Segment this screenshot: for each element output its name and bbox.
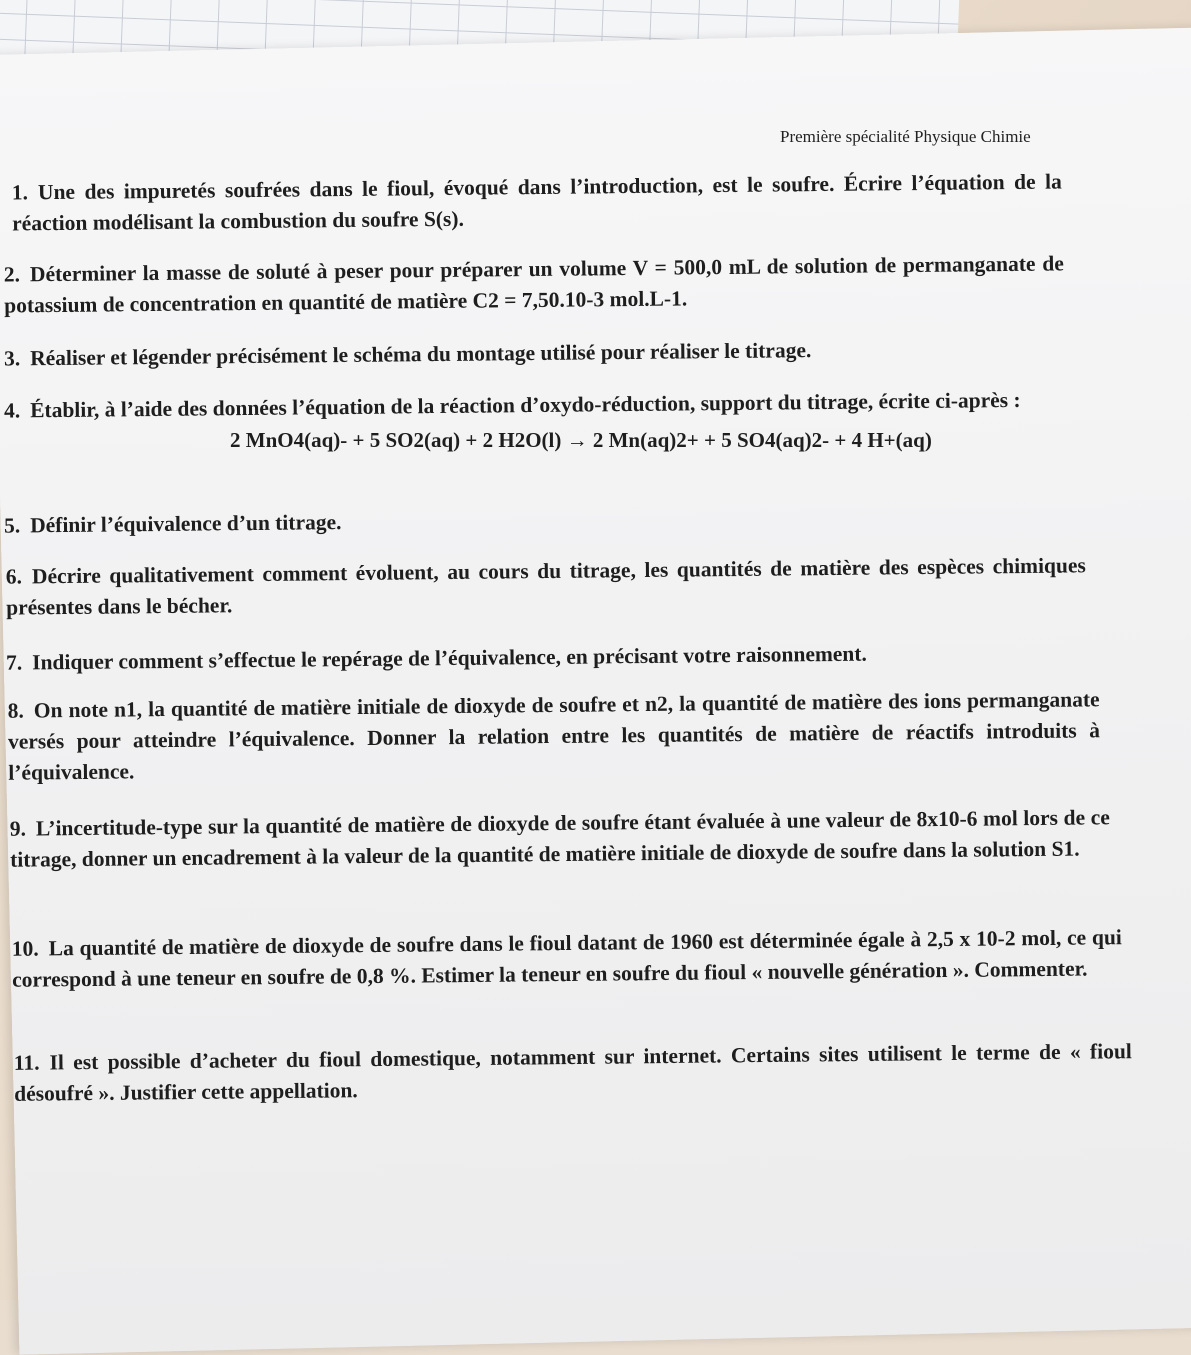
question-2: [4, 248, 1065, 321]
question-1: [12, 167, 1063, 240]
question-number: 7.: [5, 650, 23, 675]
question-number: 6.: [5, 564, 23, 589]
titration-equation: [230, 428, 932, 453]
question-text: La quantité de matière de dioxyde de soufre dans le fioul datant de 1960 est déterminée égale à 2,5 x 10-2 mol, ce qui correspond à une teneur en soufre de 0,8 %. Estimer la teneur en soufre du fioul « nouvelle génération ». Commenter.: [12, 925, 1122, 992]
equation-left: 2 MnO4(aq)- + 5 SO2(aq) + 2 H2O(l): [230, 428, 562, 452]
question-text: Réaliser et légender précisément le schéma du montage utilisé pour réaliser le titrage.: [30, 338, 812, 371]
question-text: Il est possible d’acheter du fioul domestique, notamment sur internet. Certains sites utilisent le terme de « fioul désoufré ». Justifier cette appellation.: [14, 1039, 1132, 1106]
question-4: [4, 384, 1069, 426]
equation-arrow: →: [566, 428, 588, 452]
question-text: Déterminer la masse de soluté à peser pour préparer un volume V = 500,0 mL de solution de permanganate de potassium de concentration en quantité de matière C2 = 7,50.10-3 mol.L-1.: [4, 251, 1064, 318]
question-text: Une des impuretés soufrées dans le fioul, évoqué dans l’introduction, est le soufre. Écrire l’équation de la réaction modélisant la combustion du soufre S(s).: [12, 169, 1062, 236]
question-number: 2.: [3, 262, 21, 287]
question-11: [14, 1036, 1133, 1110]
equation-right: 2 Mn(aq)2+ + 5 SO4(aq)2- + 4 H+(aq): [592, 428, 932, 452]
question-text: Établir, à l’aide des données l’équation de la réaction d’oxydo-réduction, support du titrage, écrite ci-après :: [30, 387, 1021, 423]
question-6: [6, 550, 1087, 623]
question-number: 3.: [3, 346, 21, 371]
question-3: [4, 332, 1064, 374]
question-text: Décrire qualitativement comment évoluent, au cours du titrage, les quantités de matière des espèces chimiques présentes dans le bécher.: [6, 553, 1086, 620]
question-9: [10, 802, 1111, 876]
question-text: Définir l’équivalence d’un titrage.: [30, 510, 342, 538]
question-number: 8.: [7, 698, 24, 723]
question-10: [12, 922, 1123, 996]
question-text: Indiquer comment s’effectue le repérage de l’équivalence, en précisant votre raisonnement.: [32, 641, 867, 675]
question-text: L’incertitude-type sur la quantité de matière de dioxyde de soufre étant évaluée à une valeur de 8x10-6 mol lors de ce titrage, donner un encadrement à la valeur de la quantité de matière initiale de dioxyde de soufre dans la solution S1.: [10, 805, 1110, 872]
question-number: 10.: [11, 936, 39, 961]
question-number: 11.: [13, 1050, 40, 1075]
question-8: [8, 684, 1101, 788]
question-7: [6, 636, 1091, 678]
question-number: 9.: [9, 816, 27, 841]
question-number: 4.: [3, 398, 21, 423]
question-5: [4, 499, 1074, 541]
question-text: On note n1, la quantité de matière initiale de dioxyde de soufre et n2, la quantité de matière des ions permanganate versés pour atteindre l’équivalence. Donner la relation entre les quantités de matière de réactifs introduits à l’équivalence.: [7, 687, 1101, 785]
document-header: Première spécialité Physique Chimie: [780, 127, 1031, 146]
question-number: 5.: [3, 513, 21, 538]
question-number: 1.: [11, 180, 29, 205]
